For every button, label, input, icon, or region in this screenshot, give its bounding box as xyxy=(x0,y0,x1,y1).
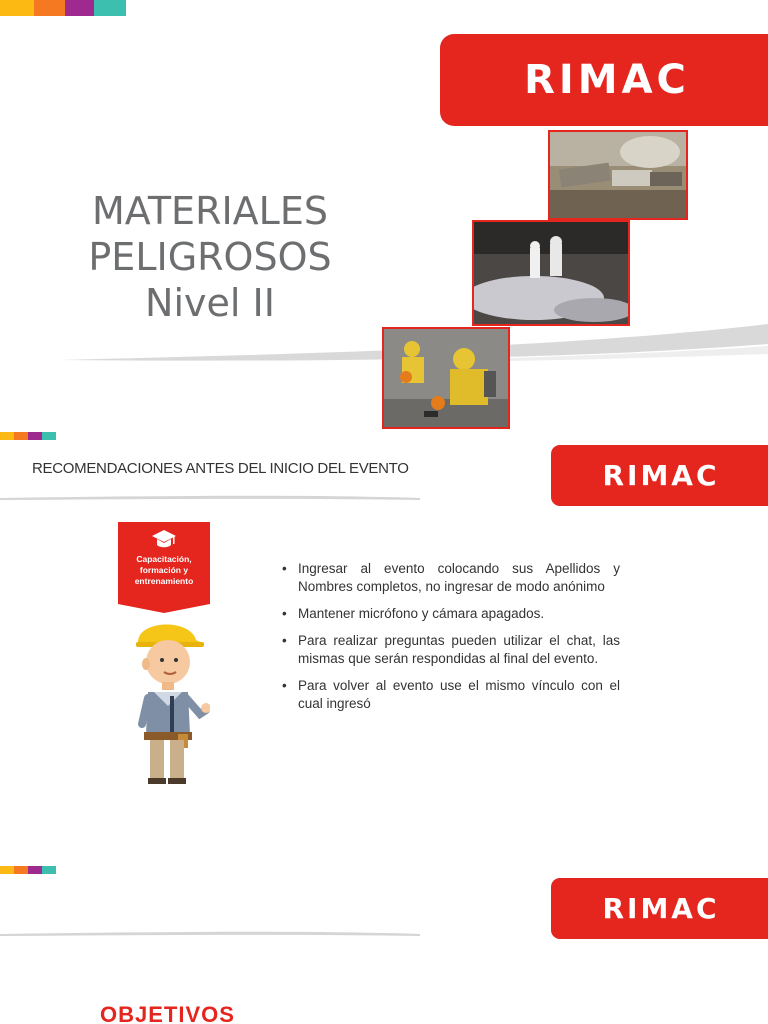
recommendations-list xyxy=(282,560,620,722)
page-title: MATERIALES PELIGROSOS Nivel II xyxy=(88,189,332,325)
color-stripe xyxy=(0,0,126,16)
recommendations-slide xyxy=(0,430,768,862)
color-stripe xyxy=(0,432,56,440)
rimac-logo: RIMAC xyxy=(551,445,768,506)
list-item: • Ingresar al evento colocando sus Apellidos y Nombres completos, no ingresar de modo anónimo xyxy=(282,560,620,596)
color-stripe xyxy=(0,866,56,874)
hazmat-cleanup-photo xyxy=(472,220,630,326)
graduation-cap-icon xyxy=(151,528,177,550)
section-heading: RECOMENDACIONES ANTES DEL INICIO DEL EVENTO xyxy=(32,460,409,477)
worker-illustration xyxy=(130,614,210,784)
objectives-slide xyxy=(0,862,768,1024)
badge-label: Capacitación, formación y entrenamiento xyxy=(134,554,194,586)
title-slide xyxy=(0,0,768,430)
training-badge xyxy=(118,522,210,604)
list-item: • Mantener micrófono y cámara apagados. xyxy=(282,605,620,623)
badge-ribbon-tail xyxy=(118,604,210,614)
decorative-swoosh xyxy=(0,922,430,942)
rimac-logo: RIMAC xyxy=(551,878,768,939)
list-item: • Para volver al evento use el mismo vínculo con el cual ingresó xyxy=(282,677,620,713)
list-item: • Para realizar preguntas pueden utilizar el chat, las mismas que serán respondidas al final del evento. xyxy=(282,632,620,668)
train-wreck-photo xyxy=(548,130,688,220)
decorative-swoosh xyxy=(0,486,430,506)
objectives-heading: OBJETIVOS xyxy=(100,1002,235,1024)
hazmat-suits-photo xyxy=(382,327,510,429)
rimac-logo: RIMAC xyxy=(440,34,768,126)
